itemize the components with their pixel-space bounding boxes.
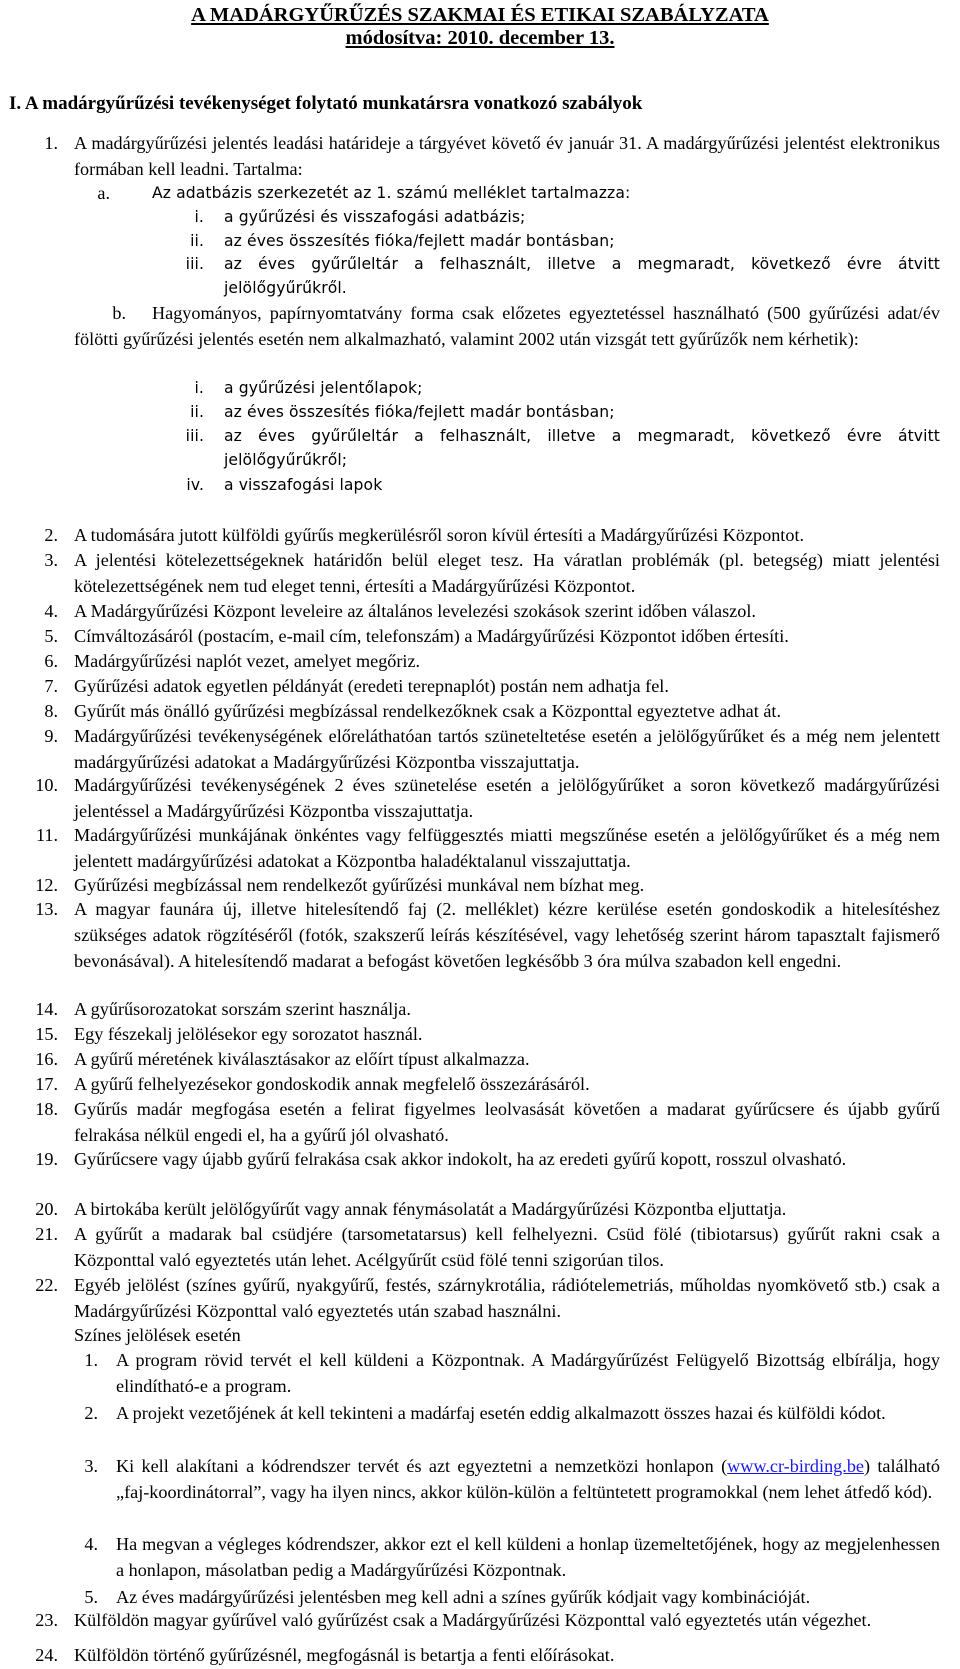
cr-birding-link[interactable]: www.cr-birding.be [727, 1456, 864, 1476]
rule-text: A magyar faunára új, illetve hitelesítendő faj (2. melléklet) kézre kerülése esetén gondoskodik a hitelesítéshez szükséges adatok rögzítéséről (fotók, szakszerű leírás készítésével, vagy lehetőség szerint három tapasztalt fajismerő bevonásával). A hitelesítendő madarat a befogást követően legkésőbb 3 óra múlva szabadon kell engedni. [74, 899, 940, 971]
rule-number: 12. [35, 875, 58, 895]
rule-text: A tudomására jutott külföldi gyűrűs megkerülésről soron kívül értesíti a Madárgyűrűzési Központot. [74, 525, 805, 545]
rule-number: 15. [35, 1024, 58, 1044]
subitem-number: 1. [84, 1350, 98, 1370]
subsub-number: iv. [186, 476, 204, 494]
rule-text: Gyűrűcsere vagy újabb gyűrű felrakása csak akkor indokolt, ha az eredeti gyűrű kopott, rosszul olvasható. [74, 1149, 847, 1169]
rule-number: 2. [44, 525, 58, 545]
rule-text: A gyűrűt a madarak bal csüdjére (tarsometatarsus) kell felhelyezni. Csüd fölé (tibiotarsus) gyűrűt rakni csak a Központtal való egyeztetés után lehet. Acélgyűrűt csüd fölé tenni szigorúan tilos. [74, 1224, 940, 1270]
rule-number: 10. [35, 775, 58, 795]
subitem-text: A projekt vezetőjének át kell tekinteni a madárfaj esetén eddig alkalmazott összes hazai és külföldi kódot. [116, 1403, 886, 1423]
subsub-number: i. [194, 208, 204, 226]
rule-text: Külföldön történő gyűrűzésnél, megfogásnál is betartja a fenti előírásokat. [74, 1645, 615, 1665]
subsub-number: iii. [185, 427, 204, 445]
subitem-text: Az adatbázis szerkezetét az 1. számú melléklet tartalmazza: [152, 184, 631, 202]
rule-text: A gyűrű felhelyezésekor gondoskodik annak megfelelő összezárásáról. [74, 1074, 590, 1094]
subitem-number: 4. [84, 1534, 98, 1554]
rule-number: 6. [44, 651, 58, 671]
subitem-text: A program rövid tervét el kell küldeni a Központnak. A Madárgyűrűzést Felügyelő Bizottság elbírálja, hogy elindítható-e a program. [116, 1350, 940, 1396]
rule-number: 1. [44, 133, 58, 153]
rule-number: 9. [44, 726, 58, 746]
rule-number: 14. [35, 999, 58, 1019]
subitem-text: Hagyományos, papírnyomtatvány forma csak előzetes egyeztetéssel használható (500 gyűrűzési adat/év fölötti gyűrűzési jelentés esetén nem alkalmazható, valamint 2002 után vizsgát tett gyűrűzők nem kérhetik): [74, 303, 940, 349]
rule-text: Egyéb jelölést (színes gyűrű, nyakgyűrű, festés, szárnykrotália, rádiótelemetriás, műholdas nyomkövető stb.) csak a Madárgyűrűzési Központtal való egyeztetés után szabad használni. [74, 1275, 940, 1321]
subitem-text: Ha megvan a végleges kódrendszer, akkor ezt el kell küldeni a honlap üzemeltetőjének, hogy az megjelenhessen a honlapon, másolatban pedig a Madárgyűrűzési Központnak. [116, 1534, 940, 1580]
rule-number: 4. [44, 601, 58, 621]
rule-number: 23. [35, 1610, 58, 1630]
rule-number: 19. [35, 1149, 58, 1169]
subitem-number: 5. [84, 1587, 98, 1607]
color-marking-label: Színes jelölések esetén [74, 1325, 241, 1345]
rule-number: 13. [35, 899, 58, 919]
subitem-text: Az éves madárgyűrűzési jelentésben meg kell adni a színes gyűrűk kódjait vagy kombinációját. [116, 1587, 811, 1607]
subitem-letter: a. [97, 183, 110, 203]
rule-text: A Madárgyűrűzési Központ leveleire az általános levelezési szokások szerint időben válaszol. [74, 601, 756, 621]
subitem-number: 3. [84, 1456, 98, 1476]
rule-number: 5. [44, 626, 58, 646]
rule-text: A gyűrű méretének kiválasztásakor az előírt típust alkalmazza. [74, 1049, 530, 1069]
rule-text: Gyűrűzési megbízással nem rendelkezőt gyűrűzési munkával nem bízhat meg. [74, 875, 645, 895]
rule-text: A birtokába került jelölőgyűrűt vagy annak fénymásolatát a Madárgyűrűzési Központba eljuttatja. [74, 1199, 787, 1219]
subitem-text: Ki kell alakítani a kódrendszer tervét és azt egyeztetni a nemzetközi honlapon (www.cr-birding.be) található „faj-koordinátorral”, vagy ha ilyen nincs, akkor külön-külön a feltüntetett programokkal (nem lehet átfedő kód). [116, 1456, 940, 1502]
subsub-text: az éves gyűrűleltár a felhasznált, illetve a megmaradt, következő évre átvitt jelölőgyűrűkről; [224, 427, 940, 469]
rule-number: 24. [35, 1645, 58, 1665]
rule-number: 7. [44, 676, 58, 696]
subsub-number: ii. [190, 232, 204, 250]
document-subtitle: módosítva: 2010. december 13. [345, 27, 615, 49]
rule-number: 17. [35, 1074, 58, 1094]
rule-number: 16. [35, 1049, 58, 1069]
rule-number: 22. [35, 1275, 58, 1295]
subsub-text: a gyűrűzési jelentőlapok; [224, 379, 423, 397]
rule-text: Madárgyűrűzési tevékenységének előreláthatóan tartós szüneteltetése esetén a jelölőgyűrűket és a még nem jelentett madárgyűrűzési adatokat a Madárgyűrűzési Központba visszajuttatja. [74, 726, 940, 772]
rule-text: Madárgyűrűzési munkájának önkéntes vagy felfüggesztés miatti megszűnése esetén a jelölőgyűrűket és a még nem jelentett madárgyűrűzési adatokat a Központba haladéktalanul visszajuttatja. [74, 825, 940, 871]
subsub-number: ii. [190, 403, 204, 421]
document-title: A MADÁRGYŰRŰZÉS SZAKMAI ÉS ETIKAI SZABÁLYZATA [191, 4, 769, 26]
subsub-text: az éves összesítés fióka/fejlett madár bontásban; [224, 403, 615, 421]
rule-text: Gyűrűzési adatok egyetlen példányát (eredeti terepnaplót) postán nem adhatja fel. [74, 676, 669, 696]
rule-number: 11. [35, 825, 58, 845]
subsub-text: az éves gyűrűleltár a felhasznált, illetve a megmaradt, következő évre átvitt jelölőgyűrűkről. [224, 255, 940, 297]
rule-text: Gyűrűt más önálló gyűrűzési megbízással rendelkezőknek csak a Központtal egyeztetve adhat át. [74, 701, 782, 721]
rule-text: A jelentési kötelezettségeknek határidőn belül eleget tesz. Ha váratlan problémák (pl. betegség) miatt jelentési kötelezettségének nem tud eleget tenni, értesíti a Madárgyűrűzési Központot. [74, 550, 940, 596]
rule-number: 3. [44, 550, 58, 570]
rule-text: Egy fészekalj jelölésekor egy sorozatot használ. [74, 1024, 423, 1044]
subsub-text: az éves összesítés fióka/fejlett madár bontásban; [224, 232, 615, 250]
rule-text: Gyűrűs madár megfogása esetén a felirat figyelmes leolvasását követően a madarat gyűrűcsere és újabb gyűrű felrakása nélkül engedi el, ha a gyűrű jól olvasható. [74, 1099, 940, 1145]
rule-text: A gyűrűsorozatokat sorszám szerint használja. [74, 999, 411, 1019]
subsub-text: a gyűrűzési és visszafogási adatbázis; [224, 208, 526, 226]
rule-text: A madárgyűrűzési jelentés leadási határideje a tárgyévet követő év január 31. A madárgyűrűzési jelentést elektronikus formában kell leadni. Tartalma: [74, 133, 940, 179]
subsub-number: iii. [185, 255, 204, 273]
rule-number: 21. [35, 1224, 58, 1244]
rule-text: Címváltozásáról (postacím, e-mail cím, telefonszám) a Madárgyűrűzési Központot időben értesíti. [74, 626, 789, 646]
subitem-letter: b. [112, 303, 126, 323]
rule-number: 18. [35, 1099, 58, 1119]
rule-number: 8. [44, 701, 58, 721]
subsub-number: i. [194, 379, 204, 397]
rule-text: Madárgyűrűzési naplót vezet, amelyet megőriz. [74, 651, 421, 671]
subitem-number: 2. [84, 1403, 98, 1423]
rule-text: Madárgyűrűzési tevékenységének 2 éves szünetelése esetén a jelölőgyűrűket a soron következő madárgyűrűzési jelentéssel a Madárgyűrűzési Központba visszajuttatja. [74, 775, 940, 821]
rule-text: Külföldön magyar gyűrűvel való gyűrűzést csak a Madárgyűrűzési Központtal való egyeztetés után végezhet. [74, 1610, 872, 1630]
subsub-text: a visszafogási lapok [224, 476, 383, 494]
rule-number: 20. [35, 1199, 58, 1219]
section-heading: I. A madárgyűrűzési tevékenységet folytató munkatársra vonatkozó szabályok [9, 93, 643, 114]
